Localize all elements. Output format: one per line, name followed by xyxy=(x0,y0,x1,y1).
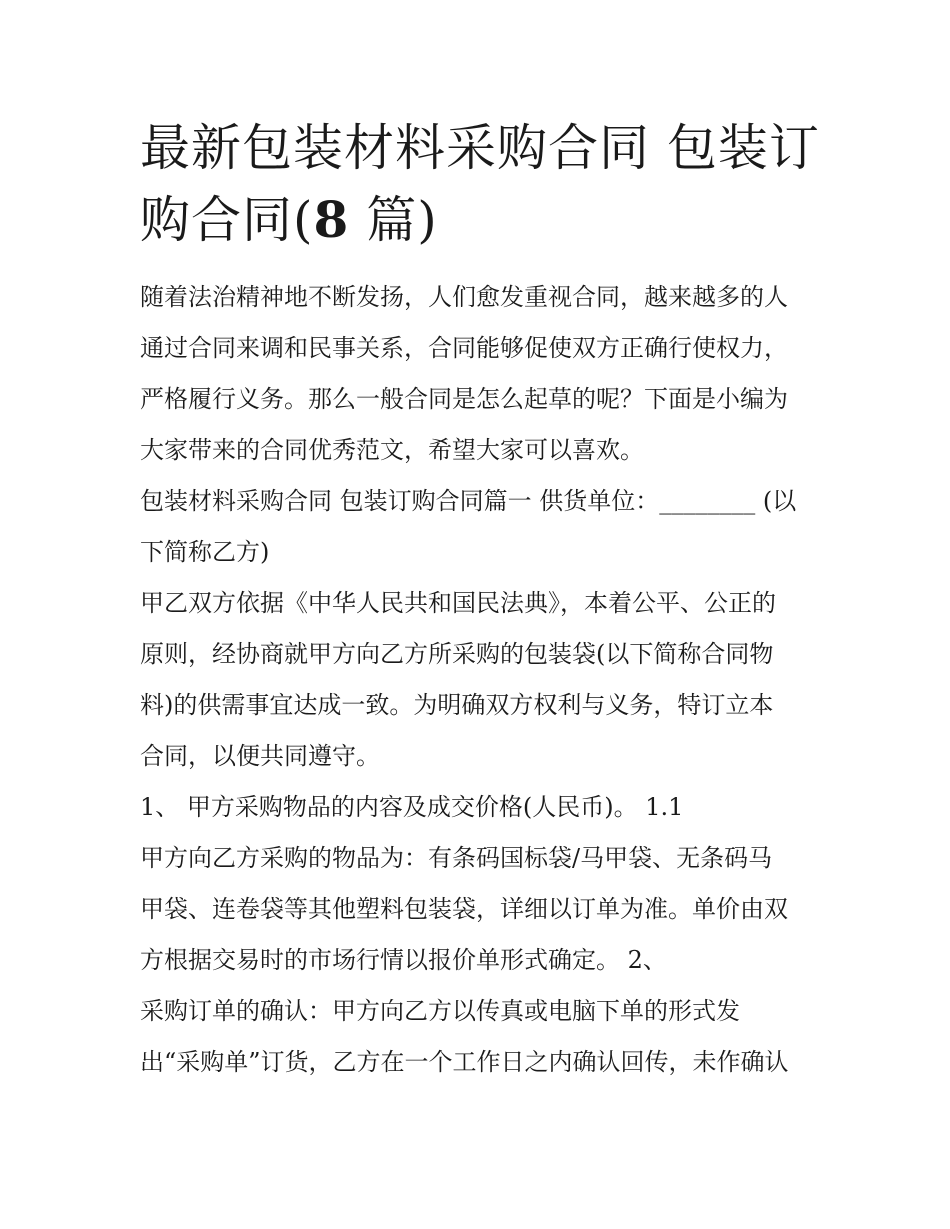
paragraph-clause-1-1 xyxy=(140,833,820,986)
title-text-part1: 最新包装材料采购合同 包装订购合同( xyxy=(140,119,820,249)
paragraph-supplier xyxy=(140,476,820,578)
text-line: 通过合同来调和民事关系，合同能够促使双方正确行使权力， xyxy=(140,334,788,362)
text-line: 随着法治精神地不断发扬，人们愈发重视合同，越来越多的人 xyxy=(140,283,788,311)
text-line: 甲袋、连卷袋等其他塑料包装袋，详细以订单为准。单价由双 xyxy=(140,895,788,923)
text-line: 原则，经协商就甲方向乙方所采购的包装袋(以下简称合同物 xyxy=(140,640,774,668)
text-line: 方根据交易时的市场行情以报价单形式确定。 2、 xyxy=(140,946,667,974)
text-line: 包装材料采购合同 包装订购合同篇一 供货单位：________ (以 xyxy=(140,487,797,515)
text-line: 1、 甲方采购物品的内容及成交价格(人民币)。 1.1 xyxy=(140,793,684,821)
text-line: 甲乙双方依据《中华人民共和国民法典》，本着公平、公正的 xyxy=(140,589,776,617)
paragraph-clause-1 xyxy=(140,782,820,833)
text-line: 采购订单的确认：甲方向乙方以传真或电脑下单的形式发 xyxy=(140,997,740,1025)
text-line: 严格履行义务。那么一般合同是怎么起草的呢？下面是小编为 xyxy=(140,385,788,413)
text-line: 大家带来的合同优秀范文，希望大家可以喜欢。 xyxy=(140,436,644,464)
document-page xyxy=(140,112,820,1088)
text-line: 甲方向乙方采购的物品为：有条码国标袋/马甲袋、无条码马 xyxy=(140,844,773,872)
text-line: 料)的供需事宜达成一致。为明确双方权利与义务，特订立本 xyxy=(140,691,774,719)
text-line: 合同，以便共同遵守。 xyxy=(140,742,380,770)
paragraph-basis xyxy=(140,578,820,782)
text-line: 下简称乙方) xyxy=(140,538,270,566)
paragraph-clause-2 xyxy=(140,986,820,1088)
title-text-part2: 篇) xyxy=(349,191,438,249)
paragraph-intro xyxy=(140,272,820,476)
title-count: 8 xyxy=(313,190,350,249)
document-title xyxy=(140,112,820,256)
text-line: 出“采购单”订货，乙方在一个工作日之内确认回传，未作确认 xyxy=(140,1048,789,1076)
